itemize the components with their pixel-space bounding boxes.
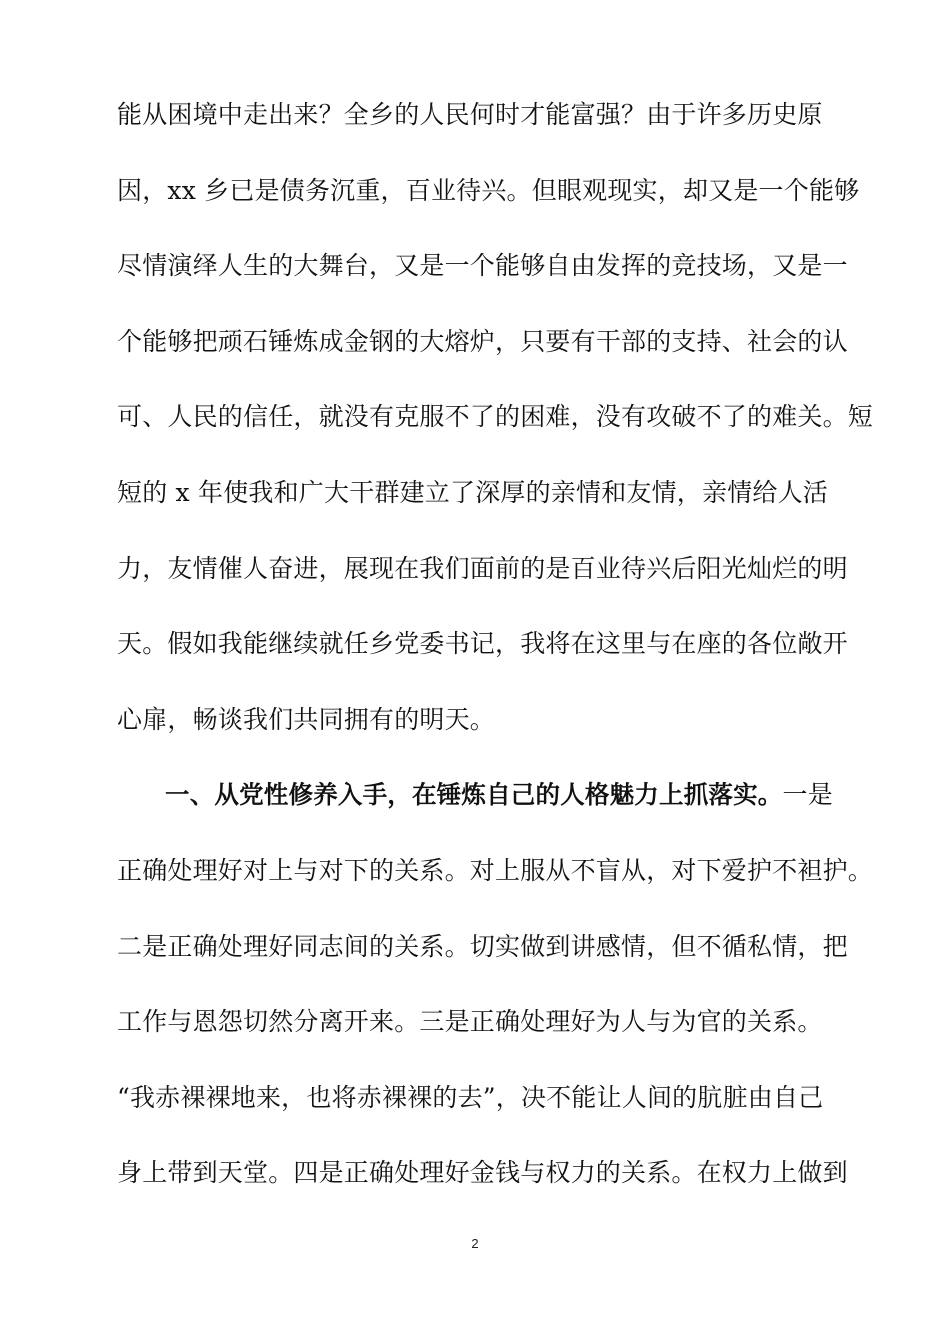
- paragraph-line: 短的 x 年使我和广大干群建立了深厚的亲情和友情，亲情给人活: [117, 477, 828, 507]
- page-number: 2: [471, 1236, 479, 1251]
- section-heading-line: [117, 767, 837, 843]
- section-line: 二是正确处理好同志间的关系。切实做到讲感情，但不循私情，把: [117, 931, 848, 961]
- paragraph-line: 力，友情催人奋进，展现在我们面前的是百业待兴后阳光灿烂的明: [117, 553, 848, 583]
- section-heading: 一、从党性修养入手，在锤炼自己的人格魅力上抓落实。: [165, 780, 783, 810]
- paragraph-line: 可、人民的信任，就没有克服不了的困难，没有攻破不了的难关。短: [117, 402, 874, 432]
- paragraph-line: 心扉，畅谈我们共同拥有的明天。: [117, 704, 496, 734]
- section-line: 工作与恩怨切然分离开来。三是正确处理好为人与为官的关系。: [117, 1007, 823, 1037]
- paragraph-line: 天。假如我能继续就任乡党委书记，我将在这里与在座的各位敞开: [117, 629, 848, 659]
- paragraph-line: 因，xx 乡已是债务沉重，百业待兴。但眼观现实，却又是一个能够: [117, 175, 860, 205]
- section-line: “我赤裸裸地来，也将赤裸裸的去”，决不能让人间的肮脏由自己: [117, 1082, 824, 1112]
- section-heading-tail: 一是: [782, 780, 833, 810]
- section-line: 身上带到天堂。四是正确处理好金钱与权力的关系。在权力上做到: [117, 1158, 848, 1188]
- paragraph-line: 尽情演绎人生的大舞台，又是一个能够自由发挥的竞技场，又是一: [117, 251, 848, 281]
- paragraph-line: 能从困境中走出来？全乡的人民何时才能富强？由于许多历史原: [117, 100, 823, 129]
- paragraph-line: 个能够把顽石锤炼成金钢的大熔炉，只要有干部的支持、社会的认: [117, 326, 848, 356]
- body-text: [117, 87, 874, 1221]
- section-line: 正确处理好对上与对下的关系。对上服从不盲从，对下爱护不袒护。: [117, 855, 874, 885]
